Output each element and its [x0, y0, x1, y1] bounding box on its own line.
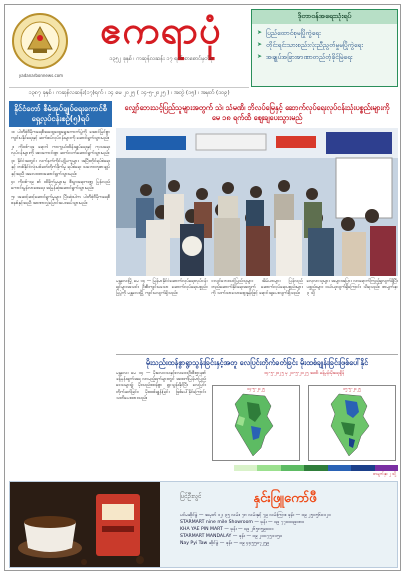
date-line: ၁၃၈၇ ခုနှစ် ၊ ကဆုန်လဆန်း(၁၇)ရက် ၊ ၁၄ မေ ၂၀၂၅ ( ၁၄-၅-၂၀၂၅ ) ၊ အတွဲ (၁၅) ၊ အမှတ် (၁၀၉)	[9, 87, 249, 97]
left-column	[9, 101, 112, 477]
coffee-advertisement	[9, 481, 398, 568]
ad-tagline: ပြင်ဦးလွင်	[180, 493, 202, 500]
lead-story	[116, 101, 398, 298]
lead-photo	[116, 128, 398, 276]
left-paragraph: ၃။ နိုင်ငံအတွင်း လက်နက်ကိုင်ပဋိပက္ခများ အပြီးတိုင်ရပ်စဲရေးနှင့် တစ်နိုင်ငံလုံးပစ်ခတ်တိုက်ခိုက်မှု ရပ်စဲရေး သဘောတူစာချုပ်နှင့်အညီ အလေးထားဆောင်ရွက်သွားမည်။	[11, 159, 110, 177]
objective-item: ➤ အချုပ်အခြာအာဏာတည်တံ့ခိုင်မြဲရေး	[257, 51, 392, 63]
ad-store-line: STARMART MANDALAY — ဖုန်း — ၀၉ ၂၀၀၇၅၁၁၅၀	[180, 534, 283, 539]
left-paragraph: ၂။ ကိုဗစ်-၁၉ ရောဂါ ကာကွယ်ထိန်းချုပ်ရေးနှင့် ကုသရေး လုပ်ငန်းများကို အားကောင်းစွာ ဆက်လက်ဆောင်ရွက်သွားမည်။	[11, 144, 110, 156]
objectives-list	[252, 24, 397, 66]
newspaper-page	[4, 4, 401, 571]
rainfall-map-right	[308, 385, 396, 461]
weather-maps	[210, 371, 398, 477]
coffee-product-photo	[10, 482, 160, 568]
left-paragraph: ၄။ ကိုဗစ်-၁၉ ၏ ထိခိုက်မှုများမှ စီးပွားရေးကဏ္ဍ ပြန်လည်ကောင်းမွန်လာစေရေး အမြန်ဆုံးဆောင်ရွက်သွားမည်။	[11, 180, 110, 192]
map-right-label: ၁၅-၅-၂၀၂၅	[342, 386, 362, 391]
weather-map-caption: ၁၄-၅-၂၀၂၅ မှ ၂၀-၅-၂၀၂၅ အထိ ခန့်မှန်းမိုးရေချိန်	[263, 371, 345, 376]
lead-column-3: လေ့လာသူများ အများအပြား လာရောက်ကြည့်ရှုလျက်ရှိပြီး ပစ္စည်းများ ဝယ်ယူလျက်ရှိကြောင်း သိရသည်။ စာမျက်နှာ ၃ သို့	[306, 279, 398, 297]
title-block	[77, 7, 245, 95]
masthead	[5, 5, 401, 97]
lead-column-1: မန္တလေးမြို့ မေ ၁၄ — မြန်မာနိုင်ငံဆောက်လုပ်ရေးလုပ်ငန်းရှင်များအသင်း ဦးစီးကျင်းပသော ဆောက်လုပ်ရေးပစ္စည်းပြပွဲကို မန္တလေးမြို့ ကျင်းပလျက်ရှိသည်။	[116, 279, 208, 297]
weather-body: မန္တလေး မေ ၁၄ — မိုးလေဝသနှင့်ဇလဗေဒဦးစီးဌာန၏ ခန့်မှန်းချက်အရ လာမည့်ရက်များတွင် အထက်မြန်မာပြည်ဒေသများ၌ မိုးသည်းထန်စွာ ရွာသွန်းနိုင်ပြီး လေပြင်းတိုက်ခတ်ခြင်း၊ မိုးထစ်ချုန်းခြင်း ဖြစ်ပေါ်နိုင်ကြောင်း သတိပေးထားသည်။	[116, 371, 206, 401]
ad-store-line: KHA YAE PIN MART — ဖုန်း — ၀၉ ၂၆၅၈၅၉၀၀၁	[180, 527, 274, 532]
left-paragraph: ၅။ အဆင့်ဆင့်ဆောင်ရွက်မှုများ ပြီးဆုံးပါက ပါတီစုံဒီမိုကရေစီစနစ်နှင့်အညီ အာဏာလွှဲပြောင်းပေးအပ်သွားမည်။	[11, 194, 110, 206]
lead-body	[116, 279, 398, 298]
weather-story	[116, 354, 398, 478]
ad-store-line: STARMART nine mile Showroom — ဖုန်း — ၀၉ ၇၇၀၀၀၉၀၈၀	[180, 520, 305, 525]
objective-item: ➤ တိုင်းရင်းသားစည်းလုံးညီညွတ်မှုမပြိုကွဲရေး	[257, 39, 392, 51]
ad-store-list	[180, 512, 395, 547]
ad-store-line: Nay Pyi Taw ဆိုင်ခွဲ — ဖုန်း — ၀၉ ၄၄၅၅၀၇၂၅၉	[180, 541, 270, 546]
left-column-heading: နိုင်ငံတော် စီမံအုပ်ချုပ်ရေးကောင်စီ ရှေ့လုပ်ငန်းစဉ်(၅)ရပ်	[9, 101, 112, 127]
ad-brand: နှင်းဖြူကော်ဖီ	[253, 491, 317, 506]
ad-store-line: ပင်မဆိုင်ခွဲ — အမှတ် ၁၂၊ ၃၅ လမ်း၊ ၇၈ လမ်းနှင့် ၇၉ လမ်းကြား၊ ဖုန်း — ၀၉ ၂၅၀၅၆၀၁၂၀	[180, 513, 331, 518]
left-column-body	[9, 127, 112, 212]
rainfall-legend	[210, 465, 398, 471]
objective-item: ➤ ပြည်ထောင်စုမပြိုကွဲရေး	[257, 27, 392, 39]
objectives-heading: ဒိုတာဝန်အရေးသုံးရပ်	[252, 10, 397, 24]
weather-continue: စာမျက်နှာ ၂ သို့	[373, 471, 396, 476]
title-subline: ၁၃၅၂ ခုနှစ် ၊ ကဆုန်လဆန်း ၁၇ ရက် စာစောင်မှတ်စု	[109, 56, 213, 62]
map-left-label: ၁၄-၅-၂၀၂၅	[246, 386, 266, 391]
left-paragraph: ၁။ ပါတီစုံဒီမိုကရေစီအထွေထွေရွေးကောက်ပွဲကို အောင်မြင်စွာ ကျင်းပနိုင်ရေးနှင့် ဆက်စပ်လုပ်ငန်းများကို ဆောင်ရွက်သွားမည်။	[11, 130, 110, 142]
website-url: yadanarbonnews.com	[18, 73, 64, 78]
lead-headline: လျှော်ဘေးသင့်ပြည်သူများအတွက် သဲ၊ သံမဏိ၊ ဘိလပ်မြေနှင့် ဆောက်လုပ်ရေးလုပ်ငန်းသုံးပစ္စည်းများကို မေ ၁၈ ရက်ထိ ဈေးချပေးသွားမည်	[124, 103, 390, 122]
rainfall-map-left	[212, 385, 300, 461]
lead-column-2: ငလျင်ဘေးသင့်ပြည်သူများ အိမ်ယာများ ပြန်လည်တည်ဆောက်နိုင်ရေးအတွက် ဆောက်လုပ်ရေးပစ္စည်းများကို သက်သာသောဈေးနှုန်းဖြင့် ရောင်းချပေးလျက်ရှိသည်။	[211, 279, 303, 297]
weather-headline: မိုးသည်းထန်စွာရွာသွန်းခြင်းနှင့်အတူ လေပြင်းတိုက်ခတ်ခြင်း မိုးထစ်ချုန်းခြင်းဖြစ်ပေါ်နိုင်	[145, 358, 369, 367]
emblem-icon	[11, 11, 69, 71]
objectives-box	[251, 9, 398, 87]
newspaper-title: ဧကရာပုံ	[100, 7, 222, 52]
